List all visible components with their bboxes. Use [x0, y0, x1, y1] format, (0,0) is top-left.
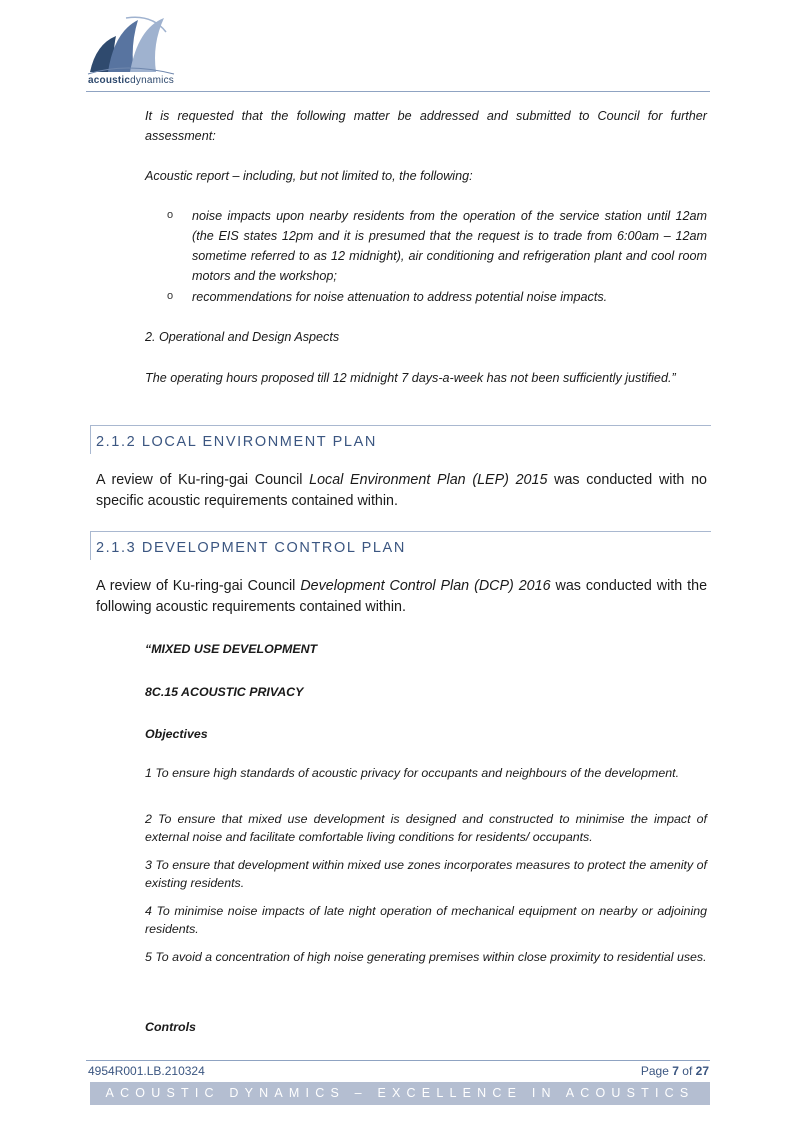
- page-number: Page 7 of 27: [640, 1064, 709, 1078]
- bullet-item-recommendations: recommendations for noise attenuation to address potential noise impacts.: [192, 290, 608, 304]
- objective-item: 3 To ensure that development within mixed use zones incorporates measures to protect the amenity of existing residents.: [145, 858, 707, 890]
- footer-divider: [86, 1060, 710, 1061]
- sail-logo-icon: [86, 14, 176, 76]
- objective-item: 1 To ensure high standards of acoustic privacy for occupants and neighbours of the development.: [145, 766, 680, 780]
- heading-2-1-2: [90, 425, 711, 454]
- objective-item: 5 To avoid a concentration of high noise generating premises within close proximity to residential uses.: [145, 950, 707, 964]
- bullet-marker: o: [167, 290, 174, 302]
- quote-intro: It is requested that the following matter be addressed and submitted to Council for further assessment:: [145, 109, 707, 143]
- objective-item: 4 To minimise noise impacts of late night operation of mechanical equipment on nearby or adjoining residents.: [145, 904, 707, 936]
- company-logo: [86, 14, 176, 90]
- objectives-label: Objectives: [145, 727, 208, 741]
- section2-title: 2. Operational and Design Aspects: [145, 330, 340, 344]
- bullet-item-noise-impacts: noise impacts upon nearby residents from the operation of the service station until 12am (the EIS states 12pm and it is presumed that the request is to trade from 6:00am – 12am sometime referred to as 12 midnight), air conditioning and refrigeration plant and cool room motors and the workshop;: [192, 209, 707, 283]
- footer-banner: ACOUSTIC DYNAMICS – EXCELLENCE IN ACOUSTICS: [90, 1082, 710, 1105]
- bullet-marker: o: [167, 209, 174, 221]
- objective-item: 2 To ensure that mixed use development is designed and constructed to minimise the impact of external noise and facilitate comfortable living conditions for residents/ occupants.: [145, 812, 707, 844]
- document-reference: 4954R001.LB.210324: [88, 1064, 205, 1078]
- heading-2-1-3-label: 2.1.3 DEVELOPMENT CONTROL PLAN: [96, 540, 406, 556]
- heading-2-1-3: [90, 531, 711, 560]
- logo-wordmark: acousticdynamics: [88, 75, 175, 86]
- controls-label: Controls: [145, 1020, 196, 1034]
- dcp-paragraph: A review of Ku-ring-gai Council Development Control Plan (DCP) 2016 was conducted with the following acoustic requirements contained within.: [96, 578, 708, 615]
- dcp-title: “MIXED USE DEVELOPMENT: [145, 642, 318, 656]
- heading-2-1-2-label: 2.1.2 LOCAL ENVIRONMENT PLAN: [96, 434, 377, 450]
- acoustic-report-line: Acoustic report – including, but not limited to, the following:: [145, 169, 473, 183]
- header-divider: [86, 91, 710, 92]
- dcp-subtitle: 8C.15 ACOUSTIC PRIVACY: [145, 685, 304, 699]
- lep-paragraph: A review of Ku-ring-gai Council Local Environment Plan (LEP) 2015 was conducted with no specific acoustic requirements contained within.: [96, 472, 707, 509]
- section2-text: The operating hours proposed till 12 midnight 7 days-a-week has not been sufficiently justified.”: [145, 371, 676, 385]
